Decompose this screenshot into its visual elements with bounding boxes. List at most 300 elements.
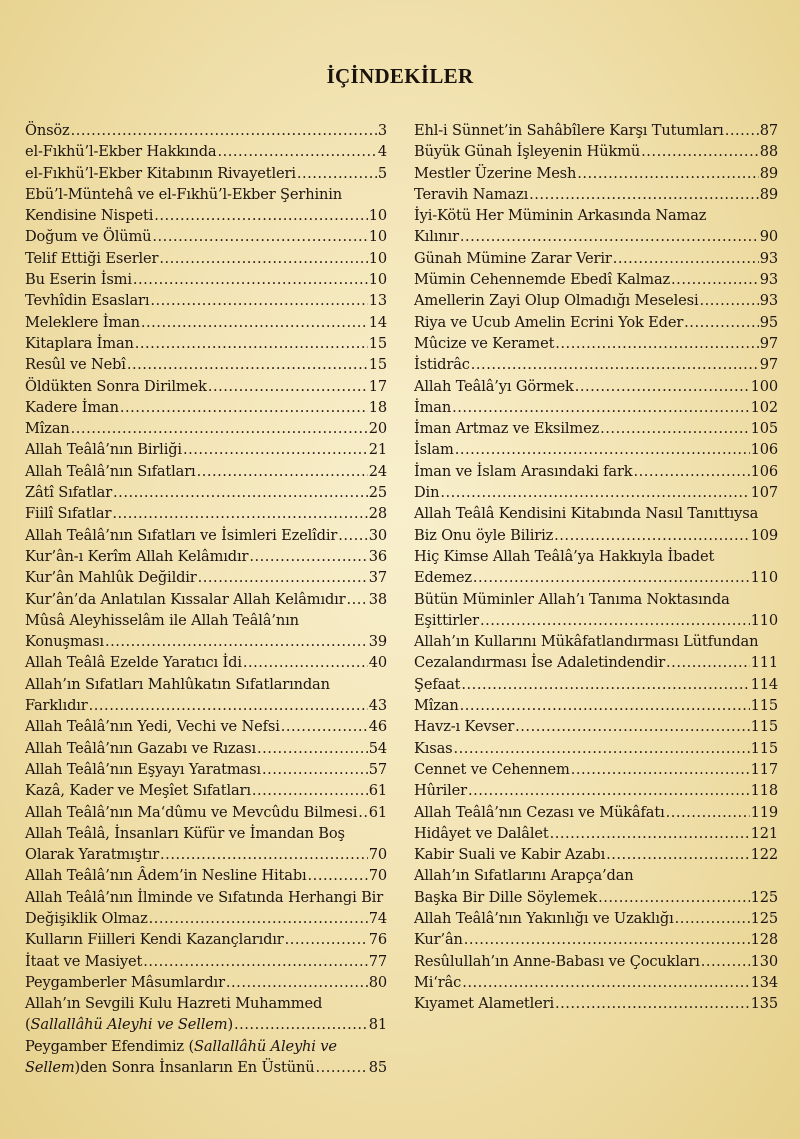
toc-entry-title: Hidâyet ve Dalâlet [414,824,549,842]
toc-entry-title: İslam [414,441,454,459]
toc-entry-page: 122 [750,846,778,864]
toc-entry-page: 117 [750,760,778,778]
toc-entry-page: 10 [368,249,387,267]
toc-entry[interactable] [414,738,778,759]
dot-leader [71,120,377,141]
dot-leader [666,652,750,673]
toc-entry-title: Kulların Fiilleri Kendi Kazançlarıdır [25,931,284,949]
toc-entry-page: 125 [750,888,778,906]
toc-entry-page: 85 [368,1059,387,1077]
italic-phrase: Sallallâhü Aleyhi ve Sellem [30,1016,228,1034]
toc-entry[interactable] [25,589,387,610]
dot-leader [462,972,749,993]
toc-entry-title: Allah Teâlâ’nın İlminde ve Sıfatında Herhangi Bir [25,888,384,906]
toc-entry-title: Allah Teâlâ’nın Eşyayı Yaratması [25,760,261,778]
toc-entry-page: 46 [368,718,387,736]
toc-entry-page: 28 [368,505,387,523]
toc-entry[interactable] [25,865,387,886]
dot-leader [198,567,368,588]
toc-entry[interactable] [414,929,778,950]
toc-entry-page: 97 [759,334,778,352]
toc-entry[interactable] [25,184,387,227]
dot-leader [113,482,368,503]
toc-entry[interactable] [414,141,778,162]
toc-entry[interactable] [414,461,778,482]
toc-entry-title: Resûl ve Nebî [25,356,126,374]
toc-entry-page: 119 [750,803,778,821]
toc-entry-title: Mi‘râc [414,973,462,991]
dot-leader [183,439,368,460]
toc-entry-page: 21 [368,441,387,459]
toc-entry-page: 15 [368,356,387,374]
toc-entry-page: 97 [759,356,778,374]
toc-entry[interactable] [25,248,387,269]
toc-entry-page: 121 [750,824,778,842]
toc-entry-title: Hiç Kimse Allah Teâlâ’ya Hakkıyla İbadet [414,547,715,565]
dot-leader [285,929,368,950]
toc-entry-title: Zâtî Sıfatlar [25,484,113,502]
toc-entry-title: Kıyamet Alametleri [414,995,554,1013]
toc-entry-page: 118 [750,782,778,800]
toc-entry-page: 14 [368,313,387,331]
dot-leader [89,695,368,716]
toc-entry-page: 89 [759,185,778,203]
dot-leader [684,312,759,333]
toc-entry-page: 24 [368,462,387,480]
toc-entry-page: 74 [368,909,387,927]
toc-entry-page: 87 [759,122,778,139]
dot-leader [666,802,750,823]
toc-entry[interactable] [25,290,387,311]
toc-entry-page: 5 [377,164,387,182]
toc-entry[interactable] [414,418,778,439]
toc-entry[interactable] [25,226,387,247]
toc-entry[interactable] [25,312,387,333]
dot-leader [555,333,758,354]
toc-entry[interactable] [414,439,778,460]
toc-entry-title: Peygamberler Mâsumlardır [25,973,225,991]
toc-entry[interactable] [414,674,778,695]
toc-entry[interactable] [25,482,387,503]
dot-leader [471,354,759,375]
toc-entry-title: Eşittirler [414,611,479,629]
toc-entry[interactable] [414,631,778,674]
toc-entry-title: Mîzan [414,697,459,715]
toc-entry[interactable] [414,354,778,375]
dot-leader [606,844,750,865]
toc-entry-title: Hûriler [414,782,467,800]
toc-entry[interactable] [414,184,778,205]
toc-entry-title: Değişiklik Olmaz [25,909,148,927]
toc-entry[interactable] [414,376,778,397]
dot-leader [252,780,368,801]
dot-leader [455,439,750,460]
dot-leader [217,141,376,162]
toc-entry[interactable] [414,397,778,418]
toc-entry-title: Sellem)den Sonra İnsanların En Üstünü [25,1059,315,1077]
toc-entry[interactable] [414,120,778,141]
dot-leader [464,929,750,950]
toc-entry-title: Allah Teâlâ Kendisini Kitabında Nasıl Tanıttıysa [414,505,759,523]
toc-entry-page: 115 [750,739,778,757]
italic-phrase: Sallallâhü Aleyhi ve [194,1037,337,1055]
toc-entry-page: 76 [368,931,387,949]
toc-entry-title: İstidrâc [414,356,470,374]
dot-leader [460,226,759,247]
dot-leader [454,738,750,759]
toc-right-column [414,120,778,1014]
toc-entry-title: Allah’ın Sevgili Kulu Hazreti Muhammed [25,995,323,1013]
toc-entry-title: Allah Teâlâ’yı Görmek [414,377,574,395]
toc-entry-title: Büyük Günah İşleyenin Hükmü [414,143,641,161]
toc-entry-title: Bütün Müminler Allah’ı Tanıma Noktasında [414,590,730,608]
dot-leader [480,610,750,631]
dot-leader [461,674,749,695]
toc-entry-page: 125 [750,909,778,927]
dot-leader [143,951,368,972]
toc-entry-page: 10 [368,207,387,225]
toc-entry[interactable] [25,738,387,759]
toc-entry-page: 114 [750,675,778,693]
toc-entry[interactable] [414,865,778,908]
toc-entry-title: Kur’ân Mahlûk Değildir [25,569,197,587]
toc-entry-page: 38 [368,590,387,608]
toc-entry-page: 109 [750,526,778,544]
toc-entry[interactable] [414,759,778,780]
dot-leader [358,802,367,823]
toc-entry-page: 37 [368,569,387,587]
dot-leader [315,1057,367,1078]
dot-leader [347,589,368,610]
page-title: İÇİNDEKİLER [326,64,474,88]
toc-entry[interactable] [25,610,387,653]
dot-leader [127,354,368,375]
toc-entry-title: Allah’ın Sıfatlarını Arapça’dan [414,867,634,885]
toc-entry-page: 102 [750,398,778,416]
toc-entry[interactable] [414,844,778,865]
dot-leader [135,333,368,354]
dot-leader [257,738,368,759]
toc-entry-page: 61 [368,803,387,821]
toc-entry[interactable] [414,951,778,972]
toc-entry-title: Mîzan [25,420,70,438]
toc-entry[interactable] [25,802,387,823]
toc-entry-title: Riya ve Ucub Amelin Ecrini Yok Eder [414,313,684,331]
toc-entry-title: Amellerin Zayi Olup Olmadığı Meselesi [414,292,699,310]
toc-entry[interactable] [414,695,778,716]
dot-leader [133,269,368,290]
toc-entry-title: Allah’ın Sıfatları Mahlûkatın Sıfatlarından [25,675,330,693]
dot-leader [120,397,368,418]
toc-entry[interactable] [414,205,778,248]
toc-entry-page: 25 [368,484,387,502]
dot-leader [675,908,750,929]
dot-leader [338,525,368,546]
dot-leader [452,397,749,418]
toc-entry-title: İman ve İslam Arasındaki fark [414,462,633,480]
toc-entry-title: Kitaplara İman [25,334,134,352]
toc-entry-title: Mûcize ve Keramet [414,334,555,352]
toc-entry-page: 10 [368,271,387,289]
toc-entry-title: Doğum ve Ölümü [25,228,152,246]
toc-entry-title: Allah’ın Kullarını Mükâfatlandırması Lütfundan [414,633,759,651]
toc-entry-title: Kendisine Nispeti [25,207,154,225]
dot-leader [440,482,749,503]
toc-entry[interactable] [414,908,778,929]
dot-leader [571,759,750,780]
toc-entry-title: Mümin Cehennemde Ebedî Kalmaz [414,271,671,289]
toc-entry[interactable] [25,141,387,162]
toc-entry[interactable] [414,802,778,823]
dot-leader [152,226,367,247]
toc-entry[interactable] [414,823,778,844]
toc-entry-page: 88 [759,143,778,161]
toc-entry-page: 57 [368,760,387,778]
toc-entry-title: Allah Teâlâ’nın Gazabı ve Rızası [25,739,256,757]
toc-entry-title: Allah Teâlâ’nın Âdem’in Nesline Hitabı [25,867,307,885]
toc-entry[interactable] [414,248,778,269]
dot-leader [577,163,758,184]
dot-leader [554,525,749,546]
toc-entry[interactable] [25,972,387,993]
toc-entry-page: 4 [377,143,387,161]
toc-entry[interactable] [25,993,387,1036]
toc-entry-title: Kılınır [414,228,459,246]
toc-entry-title: Allah Teâlâ Ezelde Yaratıcı İdi [25,654,242,672]
toc-entry-page: 43 [368,697,387,715]
toc-entry-page: 20 [368,420,387,438]
dot-leader [460,695,750,716]
toc-entry[interactable] [25,397,387,418]
toc-entry[interactable] [25,503,387,524]
toc-entry-page: 115 [750,697,778,715]
toc-entry[interactable] [414,780,778,801]
dot-leader [208,376,368,397]
toc-entry[interactable] [25,546,387,567]
toc-entry-page: 95 [759,313,778,331]
toc-entry-title: Ehl-i Sünnet’in Sahâbîlere Karşı Tutumları [414,122,724,139]
dot-leader [600,418,749,439]
toc-entry-title: Teravih Namazı [414,185,529,203]
dot-leader [159,248,367,269]
toc-entry-title: Başka Bir Dille Söylemek [414,888,598,906]
toc-entry-title: el-Fıkhü’l-Ekber Hakkında [25,143,217,161]
toc-entry[interactable] [414,290,778,311]
toc-entry-title: Öldükten Sonra Dirilmek [25,377,207,395]
toc-entry-page: 40 [368,654,387,672]
toc-entry-title: Allah Teâlâ’nın Sıfatları [25,462,196,480]
toc-entry-page: 93 [759,271,778,289]
toc-entry-page: 115 [750,718,778,736]
toc-entry-title: Peygamber Efendimiz (Sallallâhü Aleyhi ve [25,1037,337,1055]
dot-leader [226,972,368,993]
toc-entry[interactable] [25,759,387,780]
toc-entry-title: Kur’ân’da Anlatılan Kıssalar Allah Kelâmıdır [25,590,346,608]
toc-entry-title: Şefaat [414,675,461,693]
toc-entry[interactable] [414,163,778,184]
toc-entry[interactable] [25,354,387,375]
toc-entry[interactable] [414,269,778,290]
toc-entry-title: Kadere İman [25,398,119,416]
dot-leader [160,844,368,865]
dot-leader [297,163,377,184]
toc-entry-title: Allah Teâlâ’nın Birliği [25,441,182,459]
toc-entry-page: 36 [368,547,387,565]
toc-left-column [25,120,387,1078]
toc-entry-page: 18 [368,398,387,416]
toc-entry-title: İman Artmaz ve Eksilmez [414,420,600,438]
toc-entry[interactable] [414,482,778,503]
toc-entry-page: 30 [368,526,387,544]
toc-entry-page: 77 [368,952,387,970]
toc-entry[interactable] [414,312,778,333]
dot-leader [613,248,759,269]
toc-entry[interactable] [414,716,778,737]
toc-entry-title: Allah Teâlâ, İnsanları Küfür ve İmandan Boş [25,824,345,842]
dot-leader [243,652,368,673]
toc-entry-page: 106 [750,462,778,480]
toc-entry[interactable] [25,951,387,972]
toc-entry[interactable] [25,163,387,184]
toc-entry[interactable] [25,376,387,397]
toc-entry-page: 93 [759,249,778,267]
toc-entry[interactable] [25,120,387,141]
toc-entry[interactable] [25,269,387,290]
toc-entry-title: Biz Onu öyle Biliriz [414,526,554,544]
toc-entry[interactable] [25,418,387,439]
toc-entry[interactable] [414,993,778,1014]
toc-entry-page: 70 [368,867,387,885]
toc-entry-title: Edemez [414,569,472,587]
toc-entry-page: 90 [759,228,778,246]
dot-leader [105,631,368,652]
toc-entry-title: Önsöz [25,122,70,139]
dot-leader [515,716,749,737]
toc-entry[interactable] [25,461,387,482]
toc-entry-page: 107 [750,484,778,502]
toc-entry[interactable] [414,972,778,993]
toc-entry-page: 100 [750,377,778,395]
toc-entry-page: 10 [368,228,387,246]
dot-leader [641,141,759,162]
toc-entry-page: 80 [368,973,387,991]
dot-leader [529,184,759,205]
toc-entry-page: 89 [759,164,778,182]
toc-entry[interactable] [414,333,778,354]
dot-leader [281,716,368,737]
dot-leader [71,418,368,439]
toc-entry-title: Allah Teâlâ’nın Ma‘dûmu ve Mevcûdu Bilmesi [25,803,358,821]
toc-entry-page: 130 [750,952,778,970]
toc-entry-page: 135 [750,995,778,1013]
toc-entry[interactable] [25,652,387,673]
dot-leader [555,993,750,1014]
toc-entry-page: 110 [750,611,778,629]
toc-entry-title: Ebü’l-Müntehâ ve el-Fıkhü’l-Ekber Şerhinin [25,185,342,203]
toc-entry[interactable] [25,674,387,717]
toc-entry-title: Kabir Suali ve Kabir Azabı [414,846,606,864]
toc-entry-title: Mestler Üzerine Mesh [414,164,577,182]
toc-entry-title: Fiilî Sıfatlar [25,505,112,523]
dot-leader [575,376,750,397]
toc-entry-title: Allah Teâlâ’nın Yedi, Vechi ve Nefsi [25,718,280,736]
dot-leader [308,865,368,886]
toc-entry-title: İtaat ve Masiyet [25,952,143,970]
toc-entry-title: Kazâ, Kader ve Meşîet Sıfatları [25,782,251,800]
toc-entry-title: Meleklere İman [25,313,140,331]
toc-entry-title: Olarak Yaratmıştır [25,846,160,864]
toc-entry-page: 106 [750,441,778,459]
toc-entry-title: İman [414,398,452,416]
toc-entry-title: İyi-Kötü Her Müminin Arkasında Namaz [414,207,707,225]
dot-leader [112,503,367,524]
toc-entry-title: Havz-ı Kevser [414,718,515,736]
toc-entry[interactable] [25,439,387,460]
toc-entry-page: 15 [368,334,387,352]
toc-entry-title: Konuşması [25,633,104,651]
toc-entry-title: Allah Teâlâ’nın Sıfatları ve İsimleri Ezelîdir [25,526,338,544]
toc-entry[interactable] [25,780,387,801]
toc-entry[interactable] [25,567,387,588]
toc-entry-page: 61 [368,782,387,800]
toc-entry-page: 81 [368,1016,387,1034]
toc-entry[interactable] [25,823,387,866]
toc-entry-title: Din [414,484,440,502]
dot-leader [149,908,368,929]
toc-entry-title: Cezalandırması İse Adaletindendir [414,654,666,672]
dot-leader [154,205,367,226]
toc-entry-page: 111 [750,654,778,672]
dot-leader [249,546,367,567]
dot-leader [634,461,750,482]
toc-entry-page: 54 [368,739,387,757]
dot-leader [150,290,367,311]
toc-entry-page: 70 [368,846,387,864]
toc-entry-title: Günah Mümine Zarar Verir [414,249,612,267]
toc-entry-title: Farklıdır [25,697,88,715]
toc-entry[interactable] [414,546,778,589]
toc-entry-title: Kısas [414,739,453,757]
toc-entry-title: Telif Ettiği Eserler [25,249,159,267]
dot-leader [234,1014,368,1035]
toc-entry-title: Mûsâ Aleyhisselâm ile Allah Teâlâ’nın [25,611,299,629]
toc-entry-page: 93 [759,292,778,310]
dot-leader [262,759,368,780]
dot-leader [197,461,368,482]
dot-leader [701,951,750,972]
toc-entry-title: el-Fıkhü’l-Ekber Kitabının Rivayetleri [25,164,296,182]
toc-entry-page: 39 [368,633,387,651]
toc-entry[interactable] [25,1036,387,1079]
toc-entry-title: Resûlullah’ın Anne-Babası ve Çocukları [414,952,700,970]
toc-entry[interactable] [25,716,387,737]
dot-leader [725,120,759,141]
toc-entry-page: 105 [750,420,778,438]
italic-phrase: Sellem [25,1059,75,1077]
toc-entry[interactable] [25,333,387,354]
toc-entry-page: 128 [750,931,778,949]
toc-entry[interactable] [25,929,387,950]
dot-leader [473,567,750,588]
toc-entry-title: Cennet ve Cehennem [414,760,570,778]
dot-leader [598,887,749,908]
toc-entry[interactable] [25,525,387,546]
dot-leader [700,290,759,311]
toc-entry[interactable] [25,887,387,930]
toc-entry[interactable] [414,503,778,546]
dot-leader [468,780,750,801]
toc-entry[interactable] [414,589,778,632]
